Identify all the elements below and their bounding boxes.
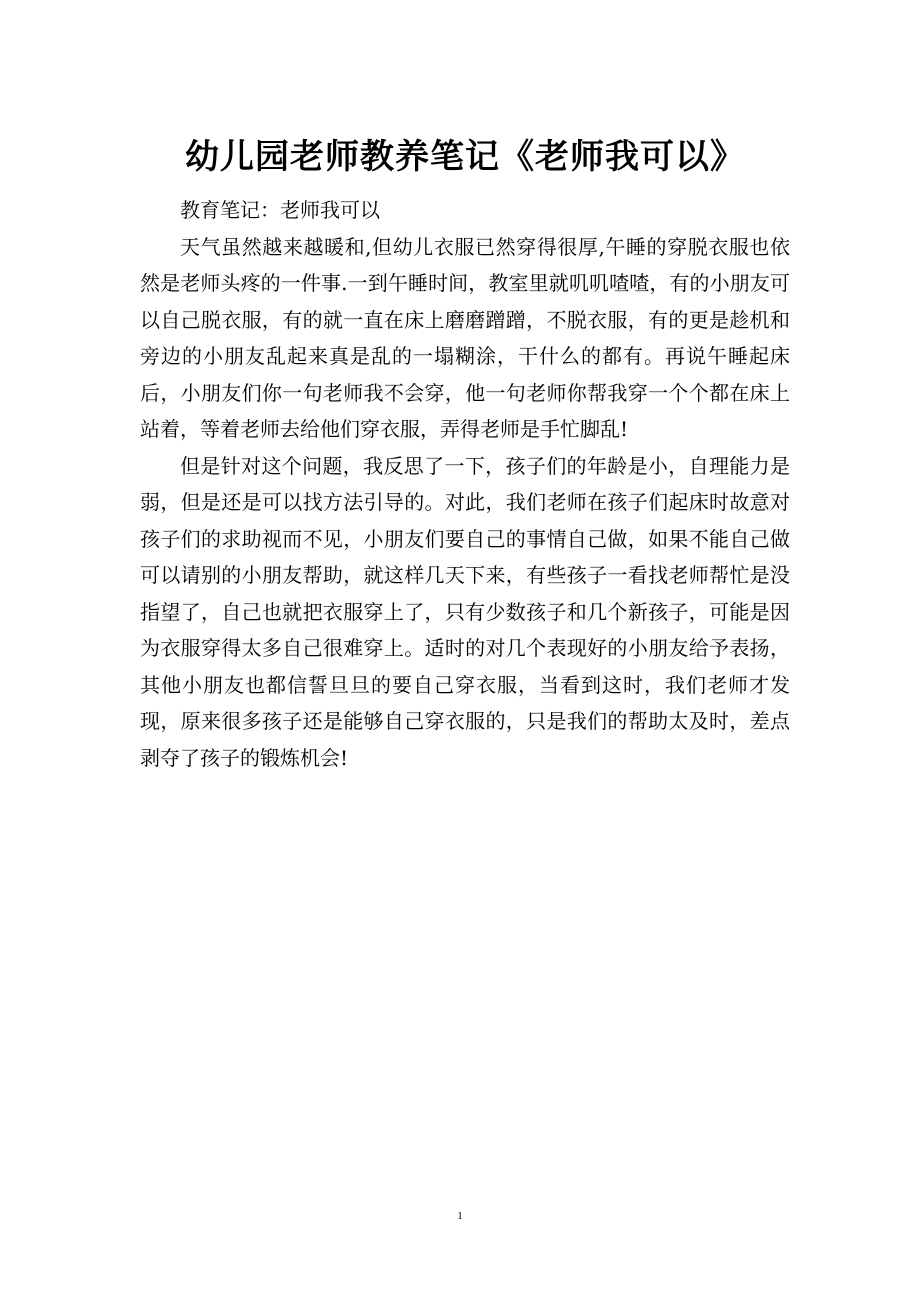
paragraph-subtitle: 教育笔记：老师我可以 (180, 198, 380, 222)
page-number: 1 (457, 1210, 463, 1222)
paragraph-2: 但是针对这个问题，我反思了一下，孩子们的年龄是小，自理能力是弱，但是还是可以找方法引导的。对此，我们老师在孩子们起床时故意对孩子们的求助视而不见，小朋友们要自己的事情自己做，如果不能自己做可以请别的小朋友帮助，就这样几天下来，有些孩子一看找老师帮忙是没指望了，自己也就把衣服穿上了，只有少数孩子和几个新孩子，可能是因为衣服穿得太多自己很难穿上。适时的对几个表现好的小朋友给予表扬，其他小朋友也都信誓旦旦的要自己穿衣服，当看到这时，我们老师才发现，原来很多孩子还是能够自己穿衣服的，只是我们的帮助太及时，差点剥夺了孩子的锻炼机会! (140, 453, 790, 770)
paragraph-1: 天气虽然越来越暖和,但幼儿衣服已然穿得很厚,午睡的穿脱衣服也依然是老师头疼的一件事.一到午睡时间，教室里就叽叽喳喳，有的小朋友可以自己脱衣服，有的就一直在床上磨磨蹭蹭，不脱衣服，有的更是趁机和旁边的小朋友乱起来真是乱的一塌糊涂，干什么的都有。再说午睡起床后，小朋友们你一句老师我不会穿，他一句老师你帮我穿一个个都在床上站着，等着老师去给他们穿衣服，弄得老师是手忙脚乱! (140, 234, 790, 441)
document-title: 幼儿园老师教养笔记《老师我可以》 (185, 136, 745, 177)
document-body (140, 192, 790, 776)
